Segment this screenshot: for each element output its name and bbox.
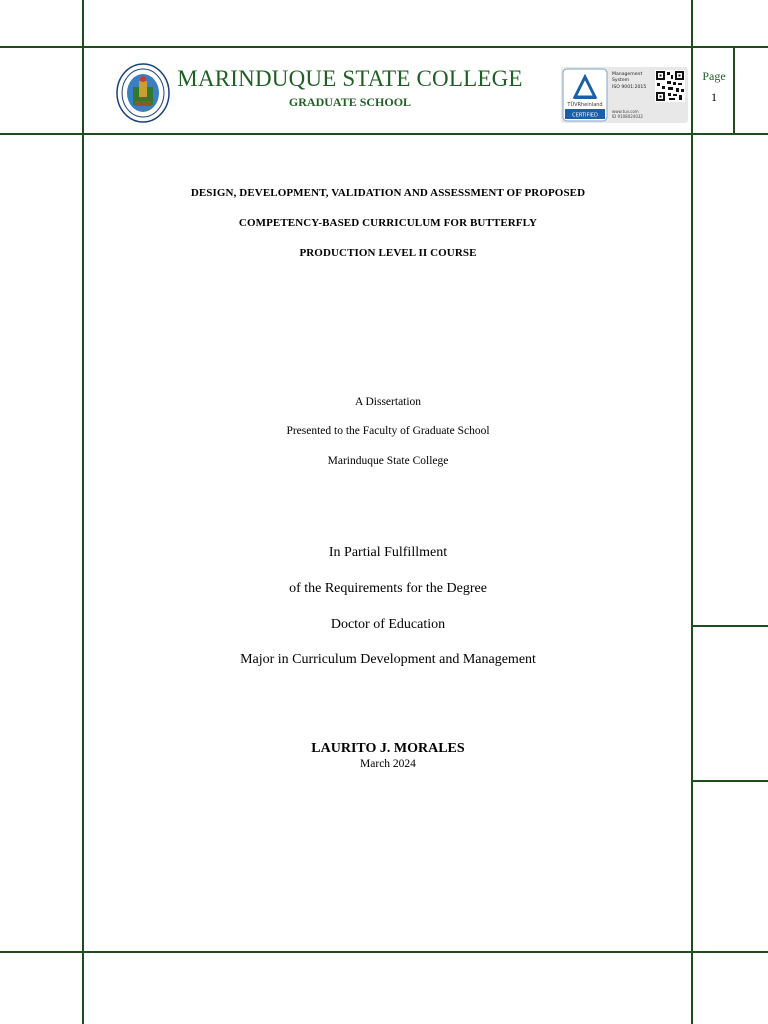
title-line-1: DESIGN, DEVELOPMENT, VALIDATION AND ASSESSMENT OF PROPOSED	[190, 187, 586, 199]
cert-id: ID 9108024032	[612, 114, 643, 119]
title-line-2: COMPETENCY-BASED CURRICULUM FOR BUTTERFLY	[238, 217, 538, 229]
cert-url: www.tuv.com	[612, 109, 639, 114]
college-line: Marinduque State College	[327, 455, 449, 467]
frame-left-line	[82, 0, 84, 1024]
iso-certification-badge	[561, 67, 688, 123]
frame-right-line	[691, 0, 693, 1024]
header-top-line	[0, 46, 768, 48]
cert-brand: TÜVRheinland	[567, 102, 603, 108]
title-line-3: PRODUCTION LEVEL II COURSE	[299, 247, 477, 259]
cert-line3: ISO 9001:2015	[612, 85, 647, 90]
dissertation-label: A Dissertation	[354, 396, 422, 408]
submission-date: March 2024	[360, 758, 416, 770]
margin-line-2	[691, 780, 768, 782]
footer-line	[0, 951, 768, 953]
fulfillment-line-1: In Partial Fulfillment	[328, 545, 448, 560]
major-line: Major in Curriculum Development and Management	[240, 652, 536, 667]
school-subtitle: GRADUATE SCHOOL	[288, 95, 412, 109]
margin-line-1	[691, 625, 768, 627]
cert-line2: System	[612, 78, 630, 83]
presented-to-line: Presented to the Faculty of Graduate School	[286, 425, 490, 437]
cert-line1: Management	[612, 72, 643, 77]
school-name: MARINDUQUE STATE COLLEGE	[177, 66, 523, 91]
cert-status: CERTIFIED	[572, 112, 598, 119]
author-name: LAURITO J. MORALES	[311, 741, 465, 756]
page-label: Page	[702, 69, 726, 83]
tuv-certificate-graphic	[561, 67, 688, 123]
fulfillment-line-2: of the Requirements for the Degree	[289, 581, 487, 596]
page-number: 1	[711, 90, 717, 104]
qr-code-icon	[655, 70, 685, 102]
degree-line: Doctor of Education	[330, 617, 446, 632]
header-bottom-line	[0, 133, 768, 135]
